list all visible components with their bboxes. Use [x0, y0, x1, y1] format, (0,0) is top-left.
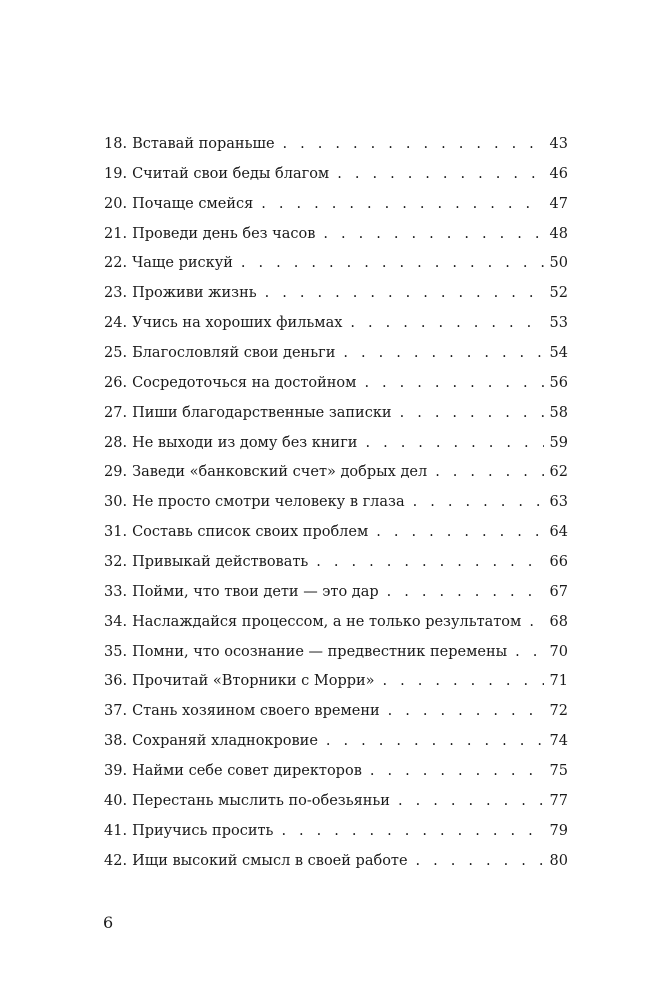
toc-entry [104, 638, 568, 668]
toc-entry [104, 847, 568, 877]
entry-page: 58 [549, 404, 568, 421]
entry-page: 48 [549, 225, 568, 242]
toc-entry [104, 279, 568, 309]
entry-number: 25. [104, 345, 128, 362]
toc-entry [104, 190, 568, 220]
entry-title: Заведи «банковский счет» добрых дел [132, 464, 428, 481]
dot-leader [365, 429, 543, 459]
entry-number: 33. [104, 583, 128, 600]
dot-leader [261, 190, 543, 220]
entry-title: Чаще рискуй [132, 255, 233, 272]
dot-leader [364, 369, 543, 399]
entry-number: 30. [104, 494, 128, 511]
entry-number: 32. [104, 554, 128, 571]
entry-number: 42. [104, 852, 128, 869]
entry-title: Ищи высокий смысл в своей работе [132, 852, 408, 869]
dot-leader [398, 787, 544, 817]
toc-entry [104, 578, 568, 608]
entry-title: Учись на хороших фильмах [132, 315, 343, 332]
entry-title: Привыкай действовать [132, 554, 309, 571]
entry-number: 39. [104, 763, 128, 780]
entry-page: 62 [549, 464, 568, 481]
toc-entry [104, 488, 568, 518]
entry-title: Не просто смотри человеку в глаза [132, 494, 405, 511]
entry-page: 67 [549, 583, 568, 600]
entry-page: 59 [549, 434, 568, 451]
entry-page: 54 [549, 345, 568, 362]
entry-number: 26. [104, 374, 128, 391]
entry-page: 43 [549, 136, 568, 152]
entry-title: Стань хозяином своего времени [132, 703, 380, 720]
entry-title: Пиши благодарственные записки [132, 404, 392, 421]
entry-page: 77 [549, 792, 568, 809]
entry-page: 70 [549, 643, 568, 660]
toc-entry [104, 399, 568, 429]
entry-title: Наслаждайся процессом, а не только результатом [132, 613, 522, 630]
entry-page: 68 [549, 613, 568, 630]
entry-title: Составь список своих проблем [132, 524, 369, 541]
entry-title: Проведи день без часов [132, 225, 316, 242]
dot-leader [529, 608, 543, 638]
toc-entry [104, 429, 568, 459]
entry-page: 74 [549, 733, 568, 750]
entry-page: 47 [549, 195, 568, 212]
entry-number: 28. [104, 434, 128, 451]
entry-number: 40. [104, 792, 128, 809]
toc-entry [104, 458, 568, 488]
toc-entry [104, 817, 568, 847]
toc-entry [104, 667, 568, 697]
entry-title: Считай свои беды благом [132, 165, 330, 182]
dot-leader [326, 727, 544, 757]
entry-number: 37. [104, 703, 128, 720]
entry-page: 52 [549, 285, 568, 302]
entry-title: Проживи жизнь [132, 285, 257, 302]
table-of-contents [104, 130, 568, 876]
dot-leader [400, 399, 544, 429]
dot-leader [241, 249, 544, 279]
entry-page: 71 [549, 673, 568, 690]
dot-leader [283, 130, 544, 160]
entry-page: 50 [549, 255, 568, 272]
dot-leader [515, 638, 543, 668]
entry-page: 53 [549, 315, 568, 332]
entry-title: Найми себе совет директоров [132, 763, 362, 780]
entry-number: 23. [104, 285, 128, 302]
page-number: 6 [103, 913, 114, 932]
entry-title: Приучись просить [132, 822, 274, 839]
entry-title: Помни, что осознание — предвестник перемены [132, 643, 508, 660]
entry-title: Почаще смейся [132, 195, 254, 212]
entry-number: 20. [104, 195, 128, 212]
entry-page: 72 [549, 703, 568, 720]
toc-entry [104, 757, 568, 787]
entry-page: 63 [549, 494, 568, 511]
toc-entry [104, 548, 568, 578]
entry-title: Сохраняй хладнокровие [132, 733, 318, 750]
toc-entry [104, 369, 568, 399]
entry-title: Пойми, что твои дети — это дар [132, 583, 379, 600]
toc-entry [104, 130, 568, 160]
entry-number: 29. [104, 464, 128, 481]
toc-entry [104, 160, 568, 190]
entry-number: 27. [104, 404, 128, 421]
entry-page: 56 [549, 374, 568, 391]
entry-title: Сосредоточься на достойном [132, 374, 357, 391]
entry-number: 35. [104, 643, 128, 660]
toc-entry [104, 697, 568, 727]
dot-leader [388, 697, 544, 727]
toc-entry [104, 727, 568, 757]
entry-page: 64 [549, 524, 568, 541]
dot-leader [350, 309, 543, 339]
entry-number: 19. [104, 165, 128, 182]
entry-number: 24. [104, 315, 128, 332]
entry-number: 34. [104, 613, 128, 630]
entry-number: 38. [104, 733, 128, 750]
entry-page: 46 [549, 165, 568, 182]
entry-number: 21. [104, 225, 128, 242]
toc-entry [104, 249, 568, 279]
toc-entry [104, 339, 568, 369]
entry-number: 18. [104, 136, 128, 152]
dot-leader [370, 757, 544, 787]
dot-leader [343, 339, 543, 369]
dot-leader [281, 817, 543, 847]
dot-leader [376, 518, 543, 548]
toc-entry [104, 220, 568, 250]
entry-page: 79 [549, 822, 568, 839]
dot-leader [435, 458, 543, 488]
entry-page: 66 [549, 554, 568, 571]
dot-leader [265, 279, 544, 309]
toc-entry [104, 309, 568, 339]
dot-leader [416, 847, 544, 877]
entry-number: 31. [104, 524, 128, 541]
toc-entry [104, 787, 568, 817]
entry-title: Благословляй свои деньги [132, 345, 336, 362]
entry-page: 80 [549, 852, 568, 869]
toc-entry [104, 518, 568, 548]
dot-leader [387, 578, 544, 608]
dot-leader [413, 488, 544, 518]
entry-title: Перестань мыслить по-обезьяньи [132, 792, 390, 809]
entry-title: Вставай пораньше [132, 136, 275, 152]
dot-leader [337, 160, 543, 190]
entry-number: 22. [104, 255, 128, 272]
entry-number: 41. [104, 822, 128, 839]
entry-page: 75 [549, 763, 568, 780]
entry-title: Прочитай «Вторники с Морри» [132, 673, 375, 690]
dot-leader [316, 548, 543, 578]
entry-title: Не выходи из дому без книги [132, 434, 358, 451]
dot-leader [323, 220, 543, 250]
dot-leader [383, 667, 544, 697]
toc-entry [104, 608, 568, 638]
entry-number: 36. [104, 673, 128, 690]
